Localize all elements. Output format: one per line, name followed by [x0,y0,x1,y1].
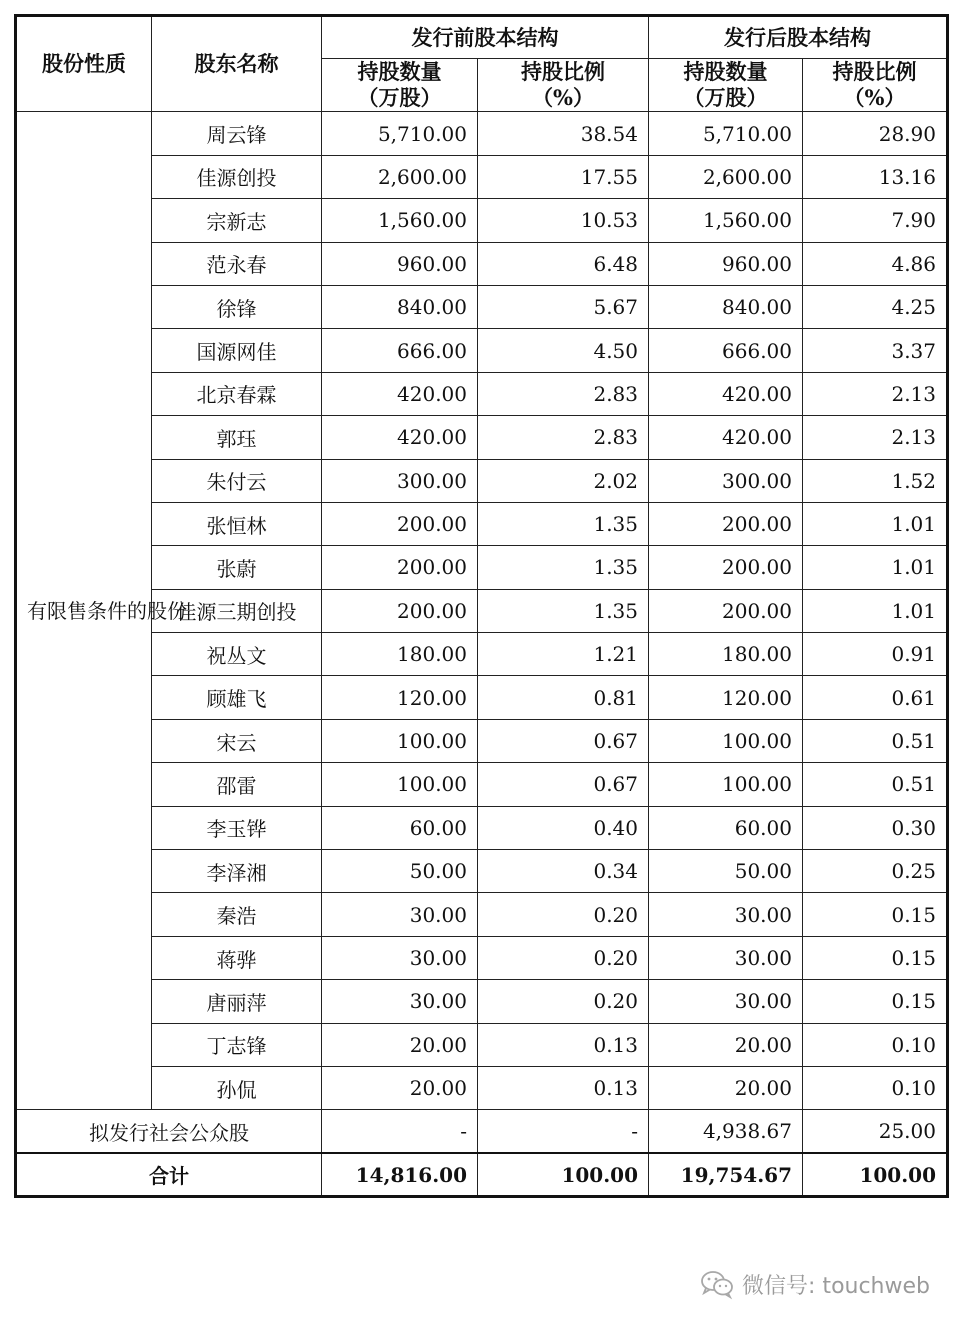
category-restricted-shares: 有限售条件的股份 [16,112,152,1110]
header-after-issue: 发行后股本结构 [649,16,948,59]
shareholder-name: 丁志锋 [152,1023,322,1066]
public-qty-before: - [322,1110,478,1153]
ratio-after: 4.25 [803,285,948,328]
qty-after: 100.00 [649,719,803,762]
table-row [16,416,948,459]
table-row [16,676,948,719]
ratio-after: 0.15 [803,893,948,936]
ratio-after: 3.37 [803,329,948,372]
table-row [16,242,948,285]
qty-after: 960.00 [649,242,803,285]
shareholder-name: 宋云 [152,719,322,762]
public-ratio-before: - [478,1110,649,1153]
shareholder-name: 顾雄飞 [152,676,322,719]
public-ratio-after: 25.00 [803,1110,948,1153]
ratio-before: 1.35 [478,546,649,589]
ratio-after: 1.01 [803,502,948,545]
ratio-after: 0.61 [803,676,948,719]
public-offering-label: 拟发行社会公众股 [16,1110,322,1153]
shareholder-name: 邵雷 [152,763,322,806]
shareholder-name: 蒋骅 [152,936,322,979]
qty-before: 840.00 [322,285,478,328]
qty-before: 50.00 [322,850,478,893]
table-row [16,763,948,806]
table-row [16,850,948,893]
qty-after: 666.00 [649,329,803,372]
qty-after: 420.00 [649,416,803,459]
ratio-before: 0.20 [478,893,649,936]
qty-after: 840.00 [649,285,803,328]
ratio-before: 5.67 [478,285,649,328]
ratio-after: 0.10 [803,1066,948,1109]
qty-before: 1,560.00 [322,199,478,242]
qty-after: 300.00 [649,459,803,502]
wechat-watermark [700,1268,930,1300]
shareholder-name: 张蔚 [152,546,322,589]
ratio-after: 28.90 [803,112,948,155]
ratio-before: 1.35 [478,502,649,545]
ratio-before: 4.50 [478,329,649,372]
ratio-before: 0.13 [478,1066,649,1109]
shareholder-name: 周云锋 [152,112,322,155]
qty-before: 420.00 [322,372,478,415]
header-qty-after [649,59,803,112]
table-row [16,459,948,502]
shareholder-name: 宗新志 [152,199,322,242]
header-ratio-label: 持股比例 [521,59,605,85]
ratio-before: 0.34 [478,850,649,893]
ratio-after: 0.25 [803,850,948,893]
qty-before: 420.00 [322,416,478,459]
table-row [16,806,948,849]
header-share-nature: 股份性质 [16,16,152,112]
table-row [16,112,948,155]
ratio-before: 2.83 [478,372,649,415]
wechat-icon [700,1270,734,1298]
table-row [16,199,948,242]
table-row [16,372,948,415]
qty-after: 200.00 [649,589,803,632]
qty-before: 960.00 [322,242,478,285]
qty-after: 180.00 [649,633,803,676]
ratio-after: 0.51 [803,719,948,762]
table-row [16,633,948,676]
table-row [16,893,948,936]
total-qty-before: 14,816.00 [322,1153,478,1196]
qty-after: 30.00 [649,936,803,979]
header-qty-label: 持股数量 [357,59,442,85]
table-row [16,936,948,979]
shareholder-name: 李泽湘 [152,850,322,893]
public-qty-after: 4,938.67 [649,1110,803,1153]
header-ratio-after [803,59,948,112]
qty-before: 200.00 [322,589,478,632]
ratio-after: 1.52 [803,459,948,502]
qty-before: 200.00 [322,546,478,589]
qty-after: 200.00 [649,502,803,545]
shareholder-name: 佳源创投 [152,155,322,198]
ratio-before: 0.67 [478,763,649,806]
ratio-before: 0.81 [478,676,649,719]
header-qty-label: 持股数量 [683,59,768,85]
header-ratio-unit: （%） [843,85,906,111]
qty-after: 120.00 [649,676,803,719]
ratio-after: 0.91 [803,633,948,676]
qty-before: 30.00 [322,893,478,936]
qty-before: 100.00 [322,763,478,806]
shareholder-rows [16,112,948,1197]
shareholder-name: 张恒林 [152,502,322,545]
ratio-after: 4.86 [803,242,948,285]
table-row [16,329,948,372]
ratio-after: 0.15 [803,936,948,979]
shareholder-name: 祝丛文 [152,633,322,676]
qty-before: 120.00 [322,676,478,719]
table-row [16,980,948,1023]
qty-before: 300.00 [322,459,478,502]
header-qty-before [322,59,478,112]
table-row [16,502,948,545]
qty-after: 30.00 [649,893,803,936]
shareholder-name: 佳源三期创投 [152,589,322,632]
ratio-before: 0.67 [478,719,649,762]
ratio-before: 1.21 [478,633,649,676]
table-row [16,546,948,589]
table-row [16,155,948,198]
ratio-after: 1.01 [803,589,948,632]
ratio-before: 2.02 [478,459,649,502]
public-offering-row [16,1110,948,1153]
ratio-after: 0.10 [803,1023,948,1066]
shareholder-name: 北京春霖 [152,372,322,415]
header-shareholder-name: 股东名称 [152,16,322,112]
ratio-after: 1.01 [803,546,948,589]
header-ratio-label: 持股比例 [832,59,917,85]
qty-after: 200.00 [649,546,803,589]
ratio-after: 2.13 [803,416,948,459]
qty-after: 1,560.00 [649,199,803,242]
header-qty-unit: （万股） [357,85,442,111]
ratio-before: 17.55 [478,155,649,198]
header-ratio-unit: （%） [532,85,594,111]
shareholder-name: 国源网佳 [152,329,322,372]
shareholder-name: 秦浩 [152,893,322,936]
ratio-before: 10.53 [478,199,649,242]
ratio-after: 7.90 [803,199,948,242]
header-row-group [16,16,948,59]
ratio-before: 0.40 [478,806,649,849]
qty-before: 60.00 [322,806,478,849]
header-ratio-before [478,59,649,112]
total-ratio-after: 100.00 [803,1153,948,1196]
ratio-before: 0.20 [478,980,649,1023]
ratio-before: 38.54 [478,112,649,155]
total-qty-after: 19,754.67 [649,1153,803,1196]
qty-before: 30.00 [322,936,478,979]
shareholder-name: 徐锋 [152,285,322,328]
qty-before: 200.00 [322,502,478,545]
ratio-before: 6.48 [478,242,649,285]
shareholder-name: 李玉铧 [152,806,322,849]
table-row [16,285,948,328]
table-row [16,719,948,762]
qty-after: 20.00 [649,1066,803,1109]
header-qty-unit: （万股） [683,85,768,111]
qty-after: 100.00 [649,763,803,806]
qty-before: 180.00 [322,633,478,676]
qty-before: 30.00 [322,980,478,1023]
shareholder-name: 唐丽萍 [152,980,322,1023]
ratio-before: 2.83 [478,416,649,459]
ratio-after: 2.13 [803,372,948,415]
total-row [16,1153,948,1196]
ratio-after: 0.51 [803,763,948,806]
table-row [16,1066,948,1109]
ratio-after: 13.16 [803,155,948,198]
ratio-before: 0.20 [478,936,649,979]
shareholder-name: 郭珏 [152,416,322,459]
qty-after: 60.00 [649,806,803,849]
qty-after: 5,710.00 [649,112,803,155]
qty-before: 20.00 [322,1023,478,1066]
shareholding-table [14,14,949,1198]
qty-after: 2,600.00 [649,155,803,198]
watermark-text: 微信号: touchweb [742,1273,930,1299]
qty-after: 50.00 [649,850,803,893]
table-row [16,1023,948,1066]
qty-before: 20.00 [322,1066,478,1109]
header-before-issue: 发行前股本结构 [322,16,649,59]
qty-before: 5,710.00 [322,112,478,155]
ratio-after: 0.30 [803,806,948,849]
qty-before: 2,600.00 [322,155,478,198]
qty-after: 20.00 [649,1023,803,1066]
ratio-before: 1.35 [478,589,649,632]
qty-before: 666.00 [322,329,478,372]
qty-before: 100.00 [322,719,478,762]
shareholder-name: 孙侃 [152,1066,322,1109]
total-label: 合计 [16,1153,322,1196]
qty-after: 30.00 [649,980,803,1023]
ratio-after: 0.15 [803,980,948,1023]
total-ratio-before: 100.00 [478,1153,649,1196]
shareholder-name: 朱付云 [152,459,322,502]
qty-after: 420.00 [649,372,803,415]
shareholder-name: 范永春 [152,242,322,285]
ratio-before: 0.13 [478,1023,649,1066]
